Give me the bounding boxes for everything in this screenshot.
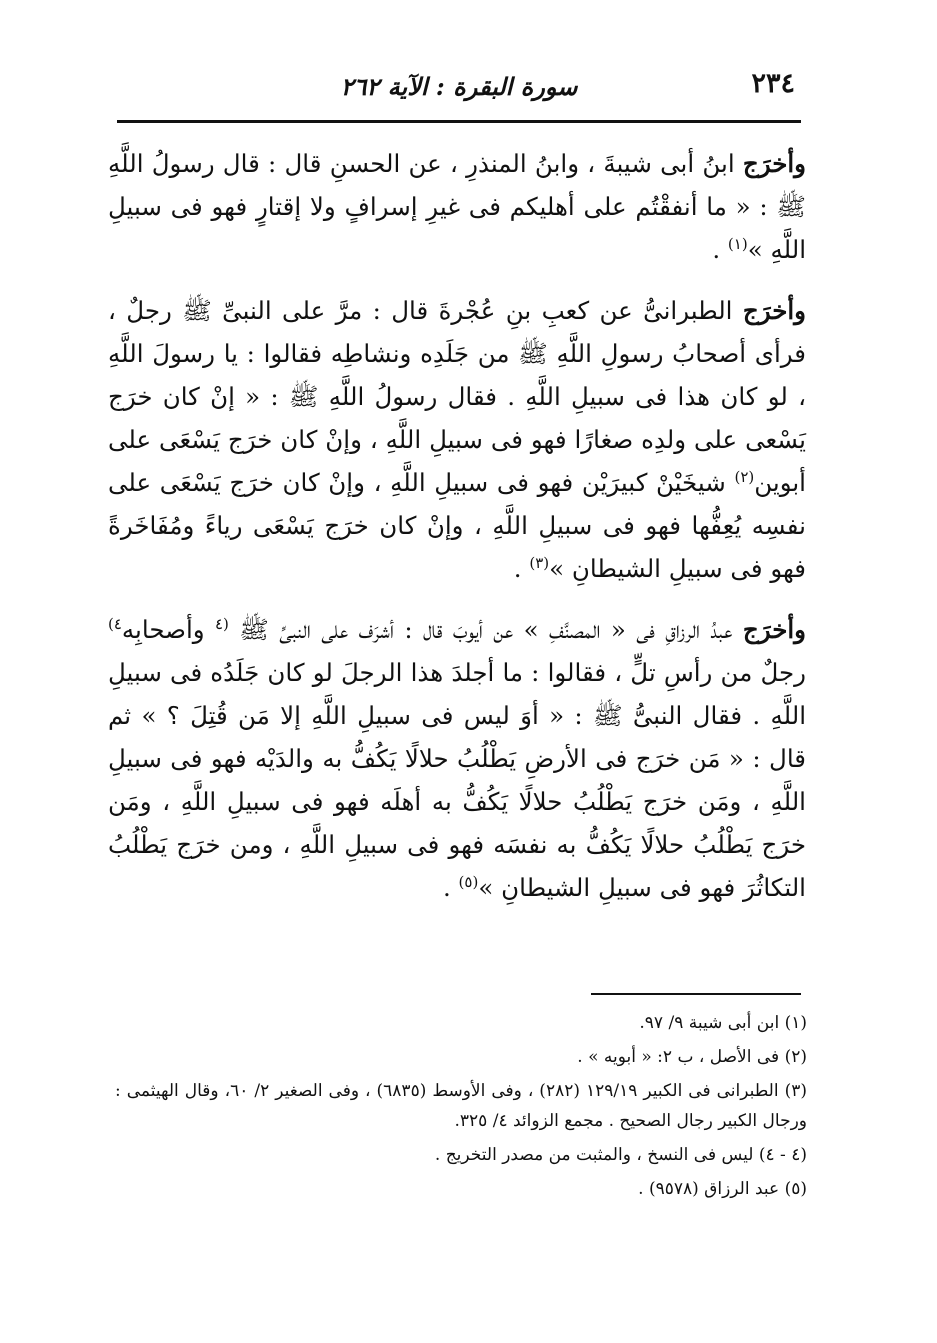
paragraph-text: عبدُ الرزاقِ فى « المصنَّفِ » عن أيوبَ قال : أشرَف على النبىِّ ﷺ: [228, 615, 743, 644]
footnote-ref-5: (٥): [458, 872, 479, 891]
page-number: ٢٣٤: [751, 68, 795, 99]
footnote-ref-3: (٣): [529, 553, 550, 572]
running-title: سورة البقرة : الآية ٢٦٢: [340, 72, 578, 101]
footnote-2: (٢) فى الأصل ، ب ٢: « أبويه » .: [577, 1047, 807, 1067]
footnote-divider: [591, 993, 801, 995]
footnote-ref-2: (٢): [734, 467, 755, 486]
paragraph-text-continued: رجلٌ من رأسِ تلٍّ ، فقالوا : ما أجلدَ هذا الرجلَ لو كان جَلَدُه فى سبيلِ اللَّهِ . فقال النبىُّ ﷺ : « أوَ ليس فى سبيلِ اللَّهِ إلا مَن قُتِلَ ؟ » ثم قال : « مَن خرَج فى الأرضِ يَطْلُبُ حلالًا يَكُفُّ به والدَيْه فهو فى سبيلِ اللَّهِ ، ومَن خرَج يَطْلُبُ حلالًا يَكُفُّ به أهلَه فهو فى سبيلِ اللَّهِ ، ومَن خرَج يَطْلُبُ حلالًا يَكُفُّ به نفسَه فهو فى سبيلِ اللَّهِ ، ومن خرَج يَطْلُبُ التكاثُرَ فهو فى سبيلِ الشيطانِ »: [108, 658, 806, 902]
footnote-1: (١) ابن أبى شيبة ٩/ ٩٧.: [639, 1013, 807, 1033]
footnote-ref-1: (١): [727, 234, 748, 253]
paragraph-3: [108, 608, 806, 909]
page-header: [117, 62, 801, 123]
paragraph-tail: .: [712, 235, 728, 264]
footnote-ref-4-close: ٤): [108, 614, 122, 633]
footnote-4: (٤ - ٤) ليس فى النسخ ، والمثبت من مصدر التخريج .: [434, 1145, 807, 1165]
paragraph-text: ابنُ أبى شيبةَ ، وابنُ المنذرِ ، عن الحسنِ قال : قال رسولُ اللَّهِ ﷺ : « ما أنفقْتُم على أهليكم فى غيرِ إسرافٍ ولا إقتارٍ فهو فى سبيلِ اللَّهِ »: [108, 149, 806, 264]
lead-word: وأخرَج: [742, 296, 806, 325]
paragraph-2: [108, 289, 806, 590]
paragraph-text-continued: وأصحابِه: [121, 615, 215, 644]
paragraph-tail: .: [513, 554, 530, 583]
lead-word: وأخرَج: [742, 149, 806, 178]
paragraph-text: الطبرانىُّ عن كعبِ بنِ عُجْرةَ قال : مرَّ على النبىِّ ﷺ رجلٌ ، فرأى أصحابُ رسولِ اللَّهِ ﷺ من جَلَدِه ونشاطِه فقالوا : يا رسولَ اللَّهِ ، لو كان هذا فى سبيلِ اللَّهِ . فقال رسولُ اللَّهِ ﷺ : « إنْ كان خرَج يَسْعى على ولدِه صغارًا فهو فى سبيلِ اللَّهِ ، وإنْ كان خرَج يَسْعَى على أبوين: [108, 296, 806, 497]
footnote-ref-4-open: (٤: [214, 614, 229, 633]
lead-word: وأخرَج: [742, 615, 806, 644]
main-body: [108, 142, 806, 927]
paragraph-tail: .: [442, 873, 459, 902]
footnotes: [115, 1008, 807, 1208]
footnote-5: (٥) عبد الرزاق (٩٥٧٨) .: [638, 1179, 807, 1199]
footnote-3: (٣) الطبرانى فى الكبير ١٢٩/١٩ (٢٨٢) ، وفى الأوسط (٦٨٣٥) ، وفى الصغير ٢/ ٦٠، وقال الهيثمى : ورجال الكبير رجال الصحيح . مجمع الزوائد ٤/ ٣٢٥.: [115, 1081, 807, 1131]
paragraph-text-continued: شيخَيْنْ كبيرَيْن فهو فى سبيلِ اللَّهِ ، وإنْ كان خرَج يَسْعَى على نفسِه يُعِفُّها فهو فى سبيلِ اللَّهِ ، وإنْ كان خرَج يَسْعَى رياءً ومُفَاخَرةً فهو فى سبيلِ الشيطانِ »: [108, 468, 806, 583]
paragraph-1: [108, 142, 806, 271]
